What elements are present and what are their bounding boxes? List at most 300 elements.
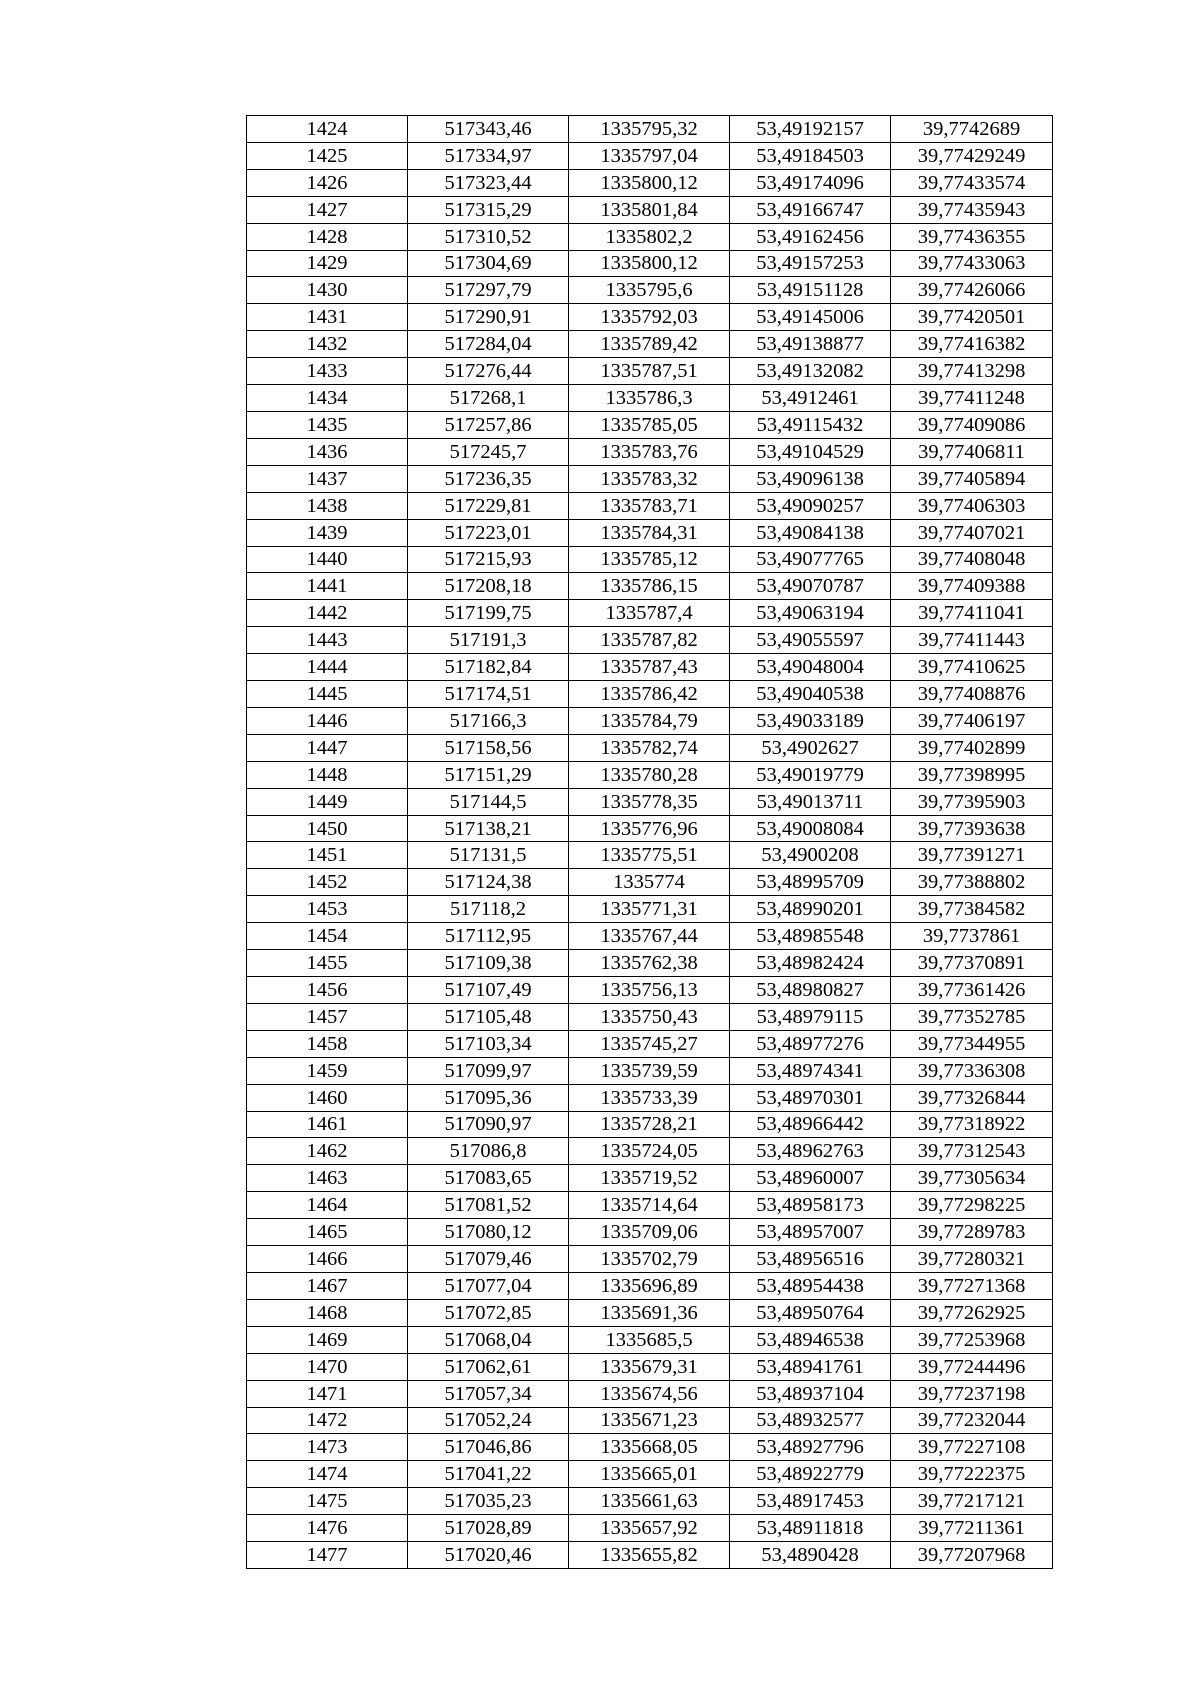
point-number-cell: 1436: [247, 438, 408, 465]
point-number-cell: 1426: [247, 169, 408, 196]
point-number-cell: 1437: [247, 465, 408, 492]
longitude-cell: 39,77436355: [891, 223, 1053, 250]
table-row: [247, 896, 1053, 923]
table-row: [247, 519, 1053, 546]
x-coordinate-cell: 517068,04: [408, 1326, 569, 1353]
latitude-cell: 53,49008084: [730, 815, 891, 842]
latitude-cell: 53,48941761: [730, 1353, 891, 1380]
table-row: [247, 977, 1053, 1004]
point-number-cell: 1448: [247, 761, 408, 788]
point-number-cell: 1440: [247, 546, 408, 573]
y-coordinate-cell: 1335775,51: [569, 842, 730, 869]
y-coordinate-cell: 1335783,32: [569, 465, 730, 492]
point-number-cell: 1458: [247, 1030, 408, 1057]
x-coordinate-cell: 517334,97: [408, 142, 569, 169]
x-coordinate-cell: 517199,75: [408, 600, 569, 627]
table-row: [247, 438, 1053, 465]
table-row: [247, 1084, 1053, 1111]
latitude-cell: 53,49157253: [730, 250, 891, 277]
latitude-cell: 53,48937104: [730, 1380, 891, 1407]
x-coordinate-cell: 517208,18: [408, 573, 569, 600]
point-number-cell: 1464: [247, 1192, 408, 1219]
y-coordinate-cell: 1335696,89: [569, 1272, 730, 1299]
table-row: [247, 1380, 1053, 1407]
table-row: [247, 681, 1053, 708]
y-coordinate-cell: 1335801,84: [569, 196, 730, 223]
y-coordinate-cell: 1335665,01: [569, 1461, 730, 1488]
longitude-cell: 39,77211361: [891, 1515, 1053, 1542]
latitude-cell: 53,48956516: [730, 1246, 891, 1273]
longitude-cell: 39,77411041: [891, 600, 1053, 627]
latitude-cell: 53,48970301: [730, 1084, 891, 1111]
y-coordinate-cell: 1335655,82: [569, 1542, 730, 1569]
latitude-cell: 53,4890428: [730, 1542, 891, 1569]
longitude-cell: 39,77402899: [891, 734, 1053, 761]
y-coordinate-cell: 1335792,03: [569, 304, 730, 331]
longitude-cell: 39,77405894: [891, 465, 1053, 492]
x-coordinate-cell: 517020,46: [408, 1542, 569, 1569]
x-coordinate-cell: 517166,3: [408, 707, 569, 734]
latitude-cell: 53,4902627: [730, 734, 891, 761]
x-coordinate-cell: 517072,85: [408, 1299, 569, 1326]
longitude-cell: 39,77433063: [891, 250, 1053, 277]
y-coordinate-cell: 1335783,76: [569, 438, 730, 465]
point-number-cell: 1447: [247, 734, 408, 761]
y-coordinate-cell: 1335783,71: [569, 492, 730, 519]
point-number-cell: 1461: [247, 1111, 408, 1138]
x-coordinate-cell: 517315,29: [408, 196, 569, 223]
table-row: [247, 492, 1053, 519]
y-coordinate-cell: 1335724,05: [569, 1138, 730, 1165]
latitude-cell: 53,49138877: [730, 331, 891, 358]
table-row: [247, 116, 1053, 143]
longitude-cell: 39,77413298: [891, 358, 1053, 385]
y-coordinate-cell: 1335719,52: [569, 1165, 730, 1192]
y-coordinate-cell: 1335789,42: [569, 331, 730, 358]
table-row: [247, 654, 1053, 681]
latitude-cell: 53,48950764: [730, 1299, 891, 1326]
latitude-cell: 53,49048004: [730, 654, 891, 681]
y-coordinate-cell: 1335795,6: [569, 277, 730, 304]
point-number-cell: 1427: [247, 196, 408, 223]
x-coordinate-cell: 517284,04: [408, 331, 569, 358]
longitude-cell: 39,77407021: [891, 519, 1053, 546]
x-coordinate-cell: 517257,86: [408, 411, 569, 438]
table-row: [247, 950, 1053, 977]
latitude-cell: 53,49063194: [730, 600, 891, 627]
x-coordinate-cell: 517245,7: [408, 438, 569, 465]
longitude-cell: 39,77398995: [891, 761, 1053, 788]
latitude-cell: 53,49040538: [730, 681, 891, 708]
longitude-cell: 39,77305634: [891, 1165, 1053, 1192]
y-coordinate-cell: 1335691,36: [569, 1299, 730, 1326]
y-coordinate-cell: 1335671,23: [569, 1407, 730, 1434]
x-coordinate-cell: 517035,23: [408, 1488, 569, 1515]
x-coordinate-cell: 517131,5: [408, 842, 569, 869]
longitude-cell: 39,77411248: [891, 385, 1053, 412]
x-coordinate-cell: 517290,91: [408, 304, 569, 331]
y-coordinate-cell: 1335780,28: [569, 761, 730, 788]
latitude-cell: 53,48954438: [730, 1272, 891, 1299]
table-row: [247, 142, 1053, 169]
x-coordinate-cell: 517079,46: [408, 1246, 569, 1273]
y-coordinate-cell: 1335657,92: [569, 1515, 730, 1542]
x-coordinate-cell: 517343,46: [408, 116, 569, 143]
y-coordinate-cell: 1335786,42: [569, 681, 730, 708]
x-coordinate-cell: 517191,3: [408, 627, 569, 654]
y-coordinate-cell: 1335802,2: [569, 223, 730, 250]
table-row: [247, 573, 1053, 600]
longitude-cell: 39,77253968: [891, 1326, 1053, 1353]
latitude-cell: 53,48932577: [730, 1407, 891, 1434]
y-coordinate-cell: 1335668,05: [569, 1434, 730, 1461]
point-number-cell: 1455: [247, 950, 408, 977]
latitude-cell: 53,48966442: [730, 1111, 891, 1138]
x-coordinate-cell: 517099,97: [408, 1057, 569, 1084]
y-coordinate-cell: 1335784,79: [569, 707, 730, 734]
latitude-cell: 53,49055597: [730, 627, 891, 654]
table-row: [247, 1219, 1053, 1246]
latitude-cell: 53,48960007: [730, 1165, 891, 1192]
table-row: [247, 1030, 1053, 1057]
point-number-cell: 1442: [247, 600, 408, 627]
longitude-cell: 39,77262925: [891, 1299, 1053, 1326]
x-coordinate-cell: 517229,81: [408, 492, 569, 519]
longitude-cell: 39,77298225: [891, 1192, 1053, 1219]
table-row: [247, 331, 1053, 358]
x-coordinate-cell: 517223,01: [408, 519, 569, 546]
latitude-cell: 53,48980827: [730, 977, 891, 1004]
latitude-cell: 53,49192157: [730, 116, 891, 143]
x-coordinate-cell: 517118,2: [408, 896, 569, 923]
table-row: [247, 465, 1053, 492]
table-row: [247, 923, 1053, 950]
point-number-cell: 1430: [247, 277, 408, 304]
point-number-cell: 1460: [247, 1084, 408, 1111]
table-row: [247, 1165, 1053, 1192]
table-row: [247, 1434, 1053, 1461]
table-row: [247, 223, 1053, 250]
longitude-cell: 39,77411443: [891, 627, 1053, 654]
y-coordinate-cell: 1335714,64: [569, 1192, 730, 1219]
y-coordinate-cell: 1335750,43: [569, 1003, 730, 1030]
longitude-cell: 39,7737861: [891, 923, 1053, 950]
longitude-cell: 39,77410625: [891, 654, 1053, 681]
y-coordinate-cell: 1335745,27: [569, 1030, 730, 1057]
point-number-cell: 1468: [247, 1299, 408, 1326]
x-coordinate-cell: 517112,95: [408, 923, 569, 950]
latitude-cell: 53,49096138: [730, 465, 891, 492]
latitude-cell: 53,49162456: [730, 223, 891, 250]
point-number-cell: 1425: [247, 142, 408, 169]
point-number-cell: 1451: [247, 842, 408, 869]
table-row: [247, 1299, 1053, 1326]
latitude-cell: 53,49070787: [730, 573, 891, 600]
latitude-cell: 53,48974341: [730, 1057, 891, 1084]
x-coordinate-cell: 517174,51: [408, 681, 569, 708]
y-coordinate-cell: 1335674,56: [569, 1380, 730, 1407]
y-coordinate-cell: 1335728,21: [569, 1111, 730, 1138]
longitude-cell: 39,77384582: [891, 896, 1053, 923]
table-row: [247, 734, 1053, 761]
longitude-cell: 39,77408876: [891, 681, 1053, 708]
point-number-cell: 1469: [247, 1326, 408, 1353]
y-coordinate-cell: 1335787,4: [569, 600, 730, 627]
point-number-cell: 1424: [247, 116, 408, 143]
point-number-cell: 1474: [247, 1461, 408, 1488]
longitude-cell: 39,77426066: [891, 277, 1053, 304]
latitude-cell: 53,48979115: [730, 1003, 891, 1030]
y-coordinate-cell: 1335702,79: [569, 1246, 730, 1273]
longitude-cell: 39,77408048: [891, 546, 1053, 573]
longitude-cell: 39,77435943: [891, 196, 1053, 223]
table-row: [247, 1326, 1053, 1353]
table-row: [247, 411, 1053, 438]
latitude-cell: 53,48995709: [730, 869, 891, 896]
longitude-cell: 39,77361426: [891, 977, 1053, 1004]
y-coordinate-cell: 1335776,96: [569, 815, 730, 842]
y-coordinate-cell: 1335739,59: [569, 1057, 730, 1084]
point-number-cell: 1472: [247, 1407, 408, 1434]
longitude-cell: 39,77217121: [891, 1488, 1053, 1515]
longitude-cell: 39,77289783: [891, 1219, 1053, 1246]
latitude-cell: 53,48957007: [730, 1219, 891, 1246]
latitude-cell: 53,48962763: [730, 1138, 891, 1165]
table-row: [247, 1515, 1053, 1542]
point-number-cell: 1431: [247, 304, 408, 331]
x-coordinate-cell: 517028,89: [408, 1515, 569, 1542]
table-row: [247, 358, 1053, 385]
table-row: [247, 1003, 1053, 1030]
x-coordinate-cell: 517236,35: [408, 465, 569, 492]
x-coordinate-cell: 517057,34: [408, 1380, 569, 1407]
y-coordinate-cell: 1335795,32: [569, 116, 730, 143]
y-coordinate-cell: 1335774: [569, 869, 730, 896]
y-coordinate-cell: 1335800,12: [569, 169, 730, 196]
y-coordinate-cell: 1335800,12: [569, 250, 730, 277]
table-row: [247, 627, 1053, 654]
point-number-cell: 1428: [247, 223, 408, 250]
point-number-cell: 1443: [247, 627, 408, 654]
latitude-cell: 53,49145006: [730, 304, 891, 331]
x-coordinate-cell: 517297,79: [408, 277, 569, 304]
table-row: [247, 761, 1053, 788]
x-coordinate-cell: 517081,52: [408, 1192, 569, 1219]
y-coordinate-cell: 1335787,43: [569, 654, 730, 681]
x-coordinate-cell: 517323,44: [408, 169, 569, 196]
point-number-cell: 1433: [247, 358, 408, 385]
coordinates-table-body: [247, 116, 1053, 1569]
x-coordinate-cell: 517107,49: [408, 977, 569, 1004]
latitude-cell: 53,48927796: [730, 1434, 891, 1461]
y-coordinate-cell: 1335762,38: [569, 950, 730, 977]
latitude-cell: 53,48917453: [730, 1488, 891, 1515]
point-number-cell: 1477: [247, 1542, 408, 1569]
latitude-cell: 53,49115432: [730, 411, 891, 438]
latitude-cell: 53,49019779: [730, 761, 891, 788]
point-number-cell: 1432: [247, 331, 408, 358]
table-row: [247, 1057, 1053, 1084]
table-row: [247, 707, 1053, 734]
x-coordinate-cell: 517144,5: [408, 788, 569, 815]
point-number-cell: 1457: [247, 1003, 408, 1030]
y-coordinate-cell: 1335787,51: [569, 358, 730, 385]
point-number-cell: 1466: [247, 1246, 408, 1273]
latitude-cell: 53,48946538: [730, 1326, 891, 1353]
point-number-cell: 1462: [247, 1138, 408, 1165]
table-row: [247, 1272, 1053, 1299]
longitude-cell: 39,77409388: [891, 573, 1053, 600]
latitude-cell: 53,48922779: [730, 1461, 891, 1488]
point-number-cell: 1470: [247, 1353, 408, 1380]
longitude-cell: 39,77370891: [891, 950, 1053, 977]
latitude-cell: 53,48958173: [730, 1192, 891, 1219]
latitude-cell: 53,4900208: [730, 842, 891, 869]
table-row: [247, 842, 1053, 869]
latitude-cell: 53,49151128: [730, 277, 891, 304]
y-coordinate-cell: 1335782,74: [569, 734, 730, 761]
table-row: [247, 1461, 1053, 1488]
table-row: [247, 1542, 1053, 1569]
x-coordinate-cell: 517083,65: [408, 1165, 569, 1192]
y-coordinate-cell: 1335685,5: [569, 1326, 730, 1353]
longitude-cell: 39,77352785: [891, 1003, 1053, 1030]
point-number-cell: 1471: [247, 1380, 408, 1407]
longitude-cell: 39,77232044: [891, 1407, 1053, 1434]
point-number-cell: 1453: [247, 896, 408, 923]
y-coordinate-cell: 1335797,04: [569, 142, 730, 169]
x-coordinate-cell: 517105,48: [408, 1003, 569, 1030]
x-coordinate-cell: 517124,38: [408, 869, 569, 896]
longitude-cell: 39,77280321: [891, 1246, 1053, 1273]
longitude-cell: 39,77271368: [891, 1272, 1053, 1299]
point-number-cell: 1459: [247, 1057, 408, 1084]
table-row: [247, 385, 1053, 412]
x-coordinate-cell: 517151,29: [408, 761, 569, 788]
longitude-cell: 39,77312543: [891, 1138, 1053, 1165]
table-row: [247, 1488, 1053, 1515]
latitude-cell: 53,49166747: [730, 196, 891, 223]
y-coordinate-cell: 1335784,31: [569, 519, 730, 546]
point-number-cell: 1467: [247, 1272, 408, 1299]
x-coordinate-cell: 517103,34: [408, 1030, 569, 1057]
table-row: [247, 600, 1053, 627]
latitude-cell: 53,49174096: [730, 169, 891, 196]
longitude-cell: 39,77416382: [891, 331, 1053, 358]
y-coordinate-cell: 1335756,13: [569, 977, 730, 1004]
x-coordinate-cell: 517215,93: [408, 546, 569, 573]
point-number-cell: 1445: [247, 681, 408, 708]
x-coordinate-cell: 517052,24: [408, 1407, 569, 1434]
x-coordinate-cell: 517095,36: [408, 1084, 569, 1111]
latitude-cell: 53,48985548: [730, 923, 891, 950]
x-coordinate-cell: 517310,52: [408, 223, 569, 250]
x-coordinate-cell: 517109,38: [408, 950, 569, 977]
latitude-cell: 53,49090257: [730, 492, 891, 519]
longitude-cell: 39,77391271: [891, 842, 1053, 869]
x-coordinate-cell: 517046,86: [408, 1434, 569, 1461]
point-number-cell: 1438: [247, 492, 408, 519]
point-number-cell: 1450: [247, 815, 408, 842]
longitude-cell: 39,77406197: [891, 707, 1053, 734]
latitude-cell: 53,49104529: [730, 438, 891, 465]
point-number-cell: 1473: [247, 1434, 408, 1461]
longitude-cell: 39,77395903: [891, 788, 1053, 815]
latitude-cell: 53,49077765: [730, 546, 891, 573]
latitude-cell: 53,49084138: [730, 519, 891, 546]
point-number-cell: 1446: [247, 707, 408, 734]
longitude-cell: 39,77429249: [891, 142, 1053, 169]
table-row: [247, 169, 1053, 196]
table-row: [247, 788, 1053, 815]
x-coordinate-cell: 517276,44: [408, 358, 569, 385]
longitude-cell: 39,77409086: [891, 411, 1053, 438]
point-number-cell: 1476: [247, 1515, 408, 1542]
latitude-cell: 53,4912461: [730, 385, 891, 412]
x-coordinate-cell: 517090,97: [408, 1111, 569, 1138]
longitude-cell: 39,77207968: [891, 1542, 1053, 1569]
table-row: [247, 196, 1053, 223]
point-number-cell: 1449: [247, 788, 408, 815]
x-coordinate-cell: 517086,8: [408, 1138, 569, 1165]
latitude-cell: 53,49184503: [730, 142, 891, 169]
coordinates-table: [246, 115, 1053, 1569]
point-number-cell: 1441: [247, 573, 408, 600]
longitude-cell: 39,77336308: [891, 1057, 1053, 1084]
longitude-cell: 39,77433574: [891, 169, 1053, 196]
longitude-cell: 39,77318922: [891, 1111, 1053, 1138]
table-row: [247, 1407, 1053, 1434]
longitude-cell: 39,77388802: [891, 869, 1053, 896]
table-row: [247, 1353, 1053, 1380]
x-coordinate-cell: 517077,04: [408, 1272, 569, 1299]
latitude-cell: 53,49132082: [730, 358, 891, 385]
y-coordinate-cell: 1335786,3: [569, 385, 730, 412]
longitude-cell: 39,7742689: [891, 116, 1053, 143]
longitude-cell: 39,77222375: [891, 1461, 1053, 1488]
table-row: [247, 277, 1053, 304]
table-row: [247, 815, 1053, 842]
table-row: [247, 1192, 1053, 1219]
table-row: [247, 1246, 1053, 1273]
x-coordinate-cell: 517080,12: [408, 1219, 569, 1246]
table-row: [247, 304, 1053, 331]
y-coordinate-cell: 1335679,31: [569, 1353, 730, 1380]
y-coordinate-cell: 1335787,82: [569, 627, 730, 654]
latitude-cell: 53,48911818: [730, 1515, 891, 1542]
x-coordinate-cell: 517041,22: [408, 1461, 569, 1488]
longitude-cell: 39,77326844: [891, 1084, 1053, 1111]
point-number-cell: 1444: [247, 654, 408, 681]
table-row: [247, 546, 1053, 573]
table-row: [247, 250, 1053, 277]
x-coordinate-cell: 517138,21: [408, 815, 569, 842]
x-coordinate-cell: 517158,56: [408, 734, 569, 761]
x-coordinate-cell: 517268,1: [408, 385, 569, 412]
y-coordinate-cell: 1335785,05: [569, 411, 730, 438]
y-coordinate-cell: 1335786,15: [569, 573, 730, 600]
longitude-cell: 39,77406303: [891, 492, 1053, 519]
point-number-cell: 1463: [247, 1165, 408, 1192]
longitude-cell: 39,77344955: [891, 1030, 1053, 1057]
point-number-cell: 1454: [247, 923, 408, 950]
longitude-cell: 39,77393638: [891, 815, 1053, 842]
table-row: [247, 1111, 1053, 1138]
point-number-cell: 1456: [247, 977, 408, 1004]
x-coordinate-cell: 517062,61: [408, 1353, 569, 1380]
table-row: [247, 869, 1053, 896]
y-coordinate-cell: 1335733,39: [569, 1084, 730, 1111]
